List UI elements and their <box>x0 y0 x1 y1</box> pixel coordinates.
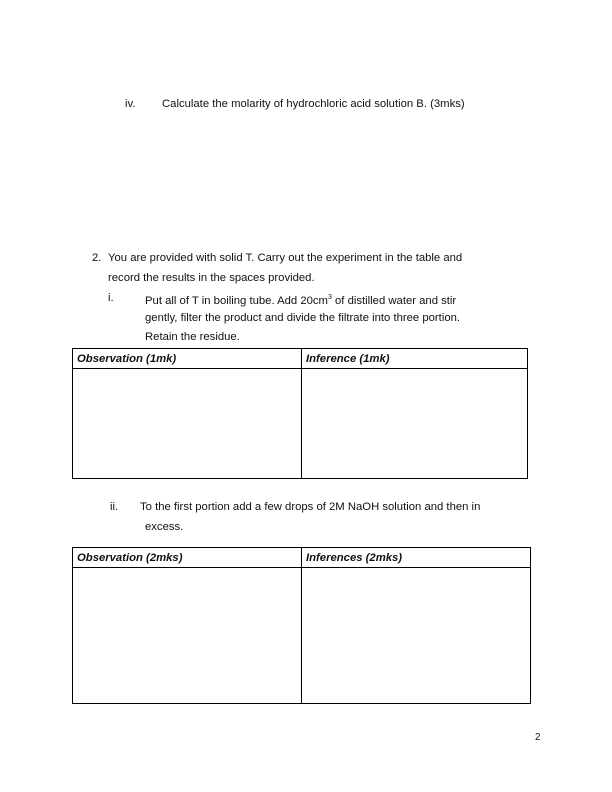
part-i-number: i. <box>108 292 114 304</box>
part-i-line1 <box>145 291 456 308</box>
results-table-1 <box>72 348 528 479</box>
results-table-2 <box>72 547 531 704</box>
header-inference: Inference (1mk) <box>302 349 528 369</box>
question-2-line2: record the results in the spaces provided. <box>108 272 315 284</box>
header-observation: Observation (2mks) <box>73 548 302 568</box>
question-iv-number: iv. <box>125 98 136 110</box>
observation-cell[interactable] <box>73 369 302 479</box>
part-ii-line2: excess. <box>145 521 184 533</box>
header-observation: Observation (1mk) <box>73 349 302 369</box>
question-2-number: 2. <box>92 252 102 264</box>
question-2-line1: You are provided with solid T. Carry out the experiment in the table and <box>108 252 463 264</box>
superscript: 3 <box>327 294 332 301</box>
page-number: 2 <box>535 732 541 743</box>
part-ii-number: ii. <box>110 501 119 513</box>
question-iv-text: Calculate the molarity of hydrochloric acid solution B. (3mks) <box>162 98 465 110</box>
part-i-line2: gently, filter the product and divide the filtrate into three portion. <box>145 312 461 324</box>
part-i-line3: Retain the residue. <box>145 331 240 343</box>
inference-cell[interactable] <box>302 568 531 704</box>
inference-cell[interactable] <box>302 369 528 479</box>
part-i-line1a: Put all of T in boiling tube. Add 20cm <box>145 294 328 307</box>
part-i-line1b: of distilled water and stir <box>331 294 457 307</box>
part-ii-line1: To the first portion add a few drops of 2M NaOH solution and then in <box>140 501 481 513</box>
header-inferences: Inferences (2mks) <box>302 548 531 568</box>
observation-cell[interactable] <box>73 568 302 704</box>
